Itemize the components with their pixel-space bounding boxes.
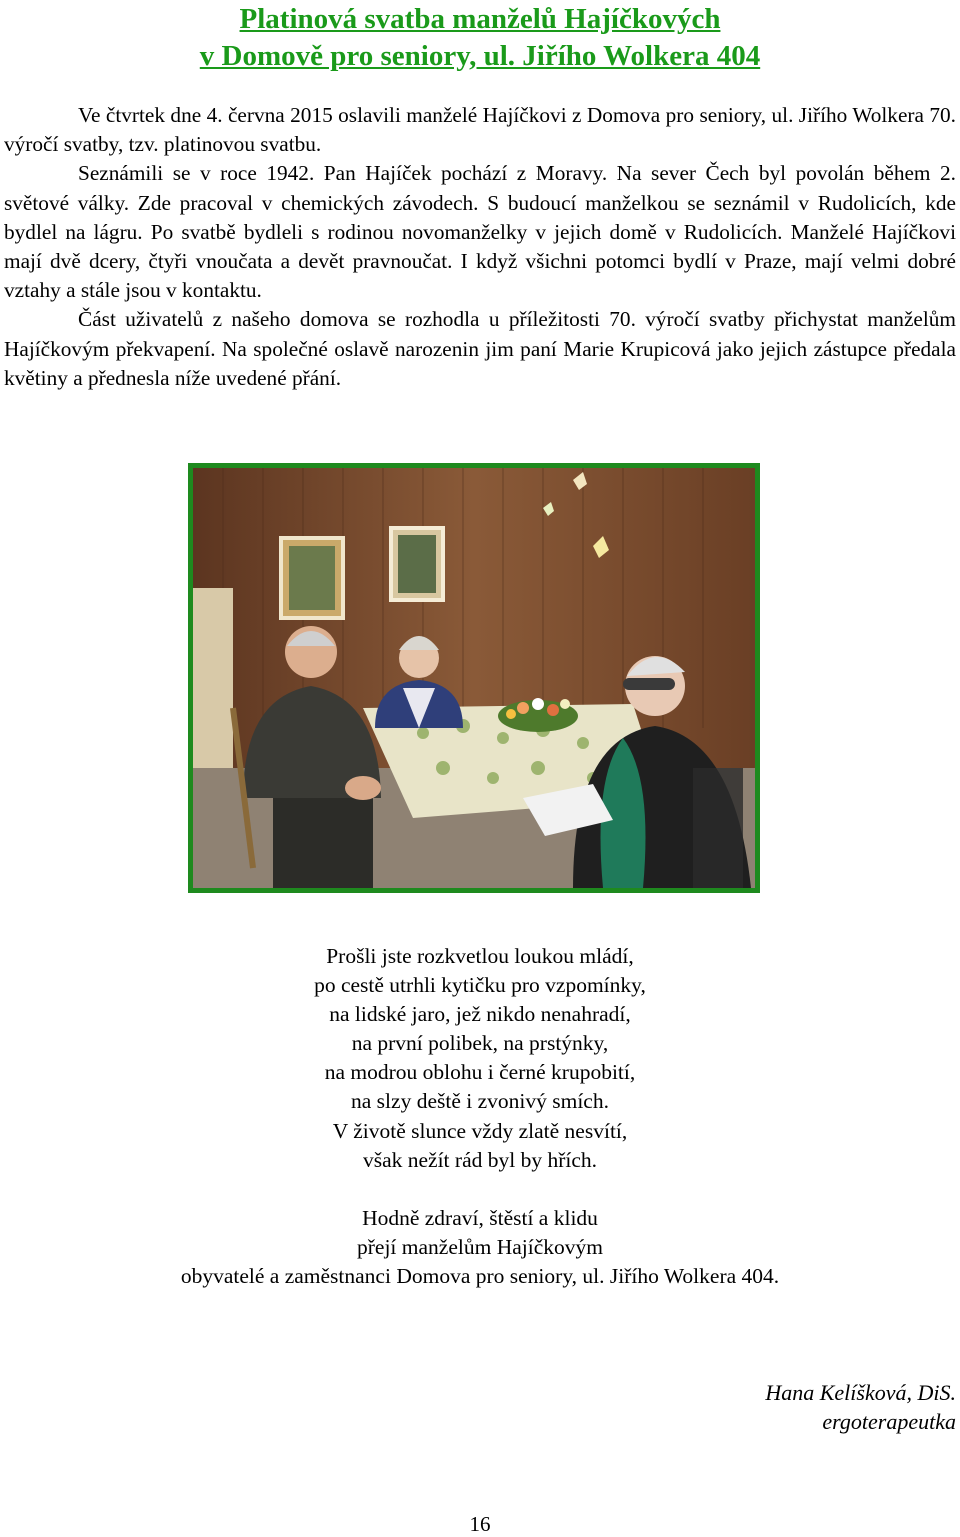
signature	[765, 1378, 956, 1436]
poem-line: po cestě utrhli kytičku pro vzpomínky,	[314, 973, 646, 998]
closing-wish	[0, 1204, 960, 1291]
poem-line: na modrou oblohu i černé krupobití,	[324, 1060, 636, 1085]
poem-line: na slzy deště i zvonivý smích.	[351, 1089, 609, 1114]
closing-line: přejí manželům Hajíčkovým	[357, 1235, 603, 1260]
closing-line: obyvatelé a zaměstnanci Domova pro seniory, ul. Jiřího Wolkera 404.	[180, 1264, 780, 1289]
poem-line: Prošli jste rozkvetlou loukou mládí,	[326, 944, 634, 968]
article-paragraph: Ve čtvrtek dne 4. června 2015 oslavili manželé Hajíčkovi z Domova pro seniory, ul. Jiřího Wolkera 70. výročí svatby, tzv. platinovou svatbu.	[4, 103, 956, 157]
signature-role: ergoterapeutka	[822, 1409, 956, 1434]
page-number: 16	[469, 1512, 491, 1536]
wish-poem	[0, 942, 960, 1175]
window-light	[193, 588, 233, 788]
poem-line: však nežít rád byl by hřích.	[362, 1147, 598, 1172]
poem-line: na první polibek, na prstýnky,	[351, 1031, 609, 1056]
poem-line: V životě slunce vždy zlatě nesvítí,	[332, 1118, 628, 1143]
photo-illustration	[193, 468, 755, 888]
signature-name: Hana Kelíšková, DiS.	[765, 1380, 956, 1405]
article-paragraph: Seznámili se v roce 1942. Pan Hajíček pochází z Moravy. Na sever Čech byl povolán během 2. světové války. Zde pracoval v chemických závodech. S budoucí manželkou se seznámil v Rudolicích, kde bydlel na lágru. Po svatbě bydleli s rodinou novomanželky v jejich domě v Rudolicích. Manželé Hajíčkovi mají dvě dcery, čtyři vnoučata a devět pravnoučat. I když všichni potomci bydlí v Praze, mají velmi dobré vztahy a stále jsou v kontaktu.	[4, 161, 956, 303]
article-paragraph: Část uživatelů z našeho domova se rozhodla u příležitosti 70. výročí svatby přichystat manželům Hajíčkovým překvapení. Na společné oslavě narozenin jim paní Marie Krupicová jako jejich zástupce předala květiny a přednesla níže uvedené přání.	[4, 307, 956, 390]
closing-line: Hodně zdraví, štěstí a klidu	[362, 1206, 598, 1230]
celebration-photo	[188, 463, 760, 893]
article-title-line-1: Platinová svatba manželů Hajíčkových	[239, 3, 721, 35]
article-body	[4, 101, 956, 393]
article-title-line-2: v Domově pro seniory, ul. Jiřího Wolkera 404	[199, 40, 761, 72]
poem-line: na lidské jaro, jež nikdo nenahradí,	[329, 1002, 631, 1027]
